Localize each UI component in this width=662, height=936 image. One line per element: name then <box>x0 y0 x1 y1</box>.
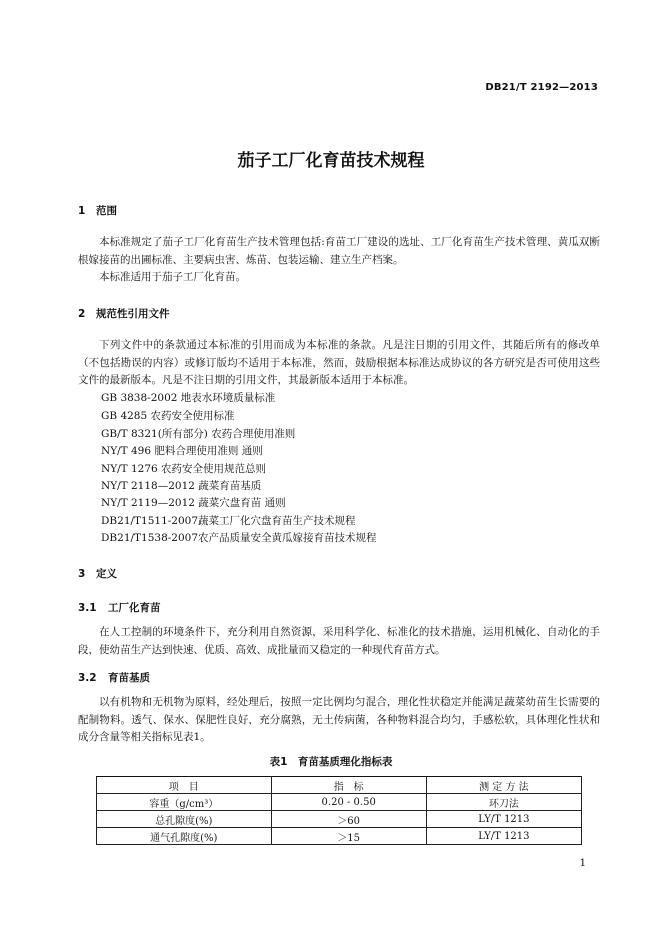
table-header-cell: 测 定 方 法 <box>426 777 581 794</box>
table-cell: 总孔隙度(%) <box>97 811 272 828</box>
table-cell: 通气孔隙度(%) <box>97 828 272 845</box>
reference-item: DB21/T1511-2007蔬菜工厂化穴盘育苗生产技术规程 <box>101 515 356 527</box>
section-number: 3 <box>78 568 86 580</box>
table-cell: ＞15 <box>271 828 426 845</box>
table-cell: ＞60 <box>271 811 426 828</box>
table-header-cell: 指 标 <box>271 777 426 794</box>
section-title: 定义 <box>96 568 117 580</box>
section-1-heading <box>78 203 117 218</box>
reference-item: NY/T 2119—2012 蔬菜穴盘育苗 通则 <box>101 497 286 509</box>
table-cell: 容重（g/cm³） <box>97 794 272 811</box>
section-number: 2 <box>78 308 86 320</box>
subsection-3-1-paragraph: 在人工控制的环境条件下，充分利用自然资源，采用科学化、标准化的技术措施，运用机械化、自动化的手段，使幼苗生产达到快速、优质、高效、成批量而又稳定的一种现代育苗方式。 <box>78 626 600 656</box>
reference-item: NY/T 2118—2012 蔬菜育苗基质 <box>101 480 262 492</box>
section-title: 范围 <box>96 205 117 217</box>
table-caption: 表1 育苗基质理化指标表 <box>269 756 393 768</box>
reference-item: NY/T 1276 农药安全使用规范总则 <box>101 463 267 475</box>
table-header-cell: 项 目 <box>97 777 272 794</box>
table-header-row <box>97 777 582 794</box>
reference-item: NY/T 496 肥料合理使用准则 通则 <box>101 445 263 457</box>
subsection-3-1-heading <box>78 600 161 615</box>
table-cell: 环刀法 <box>426 794 581 811</box>
section-2-paragraph-1: 下列文件中的条款通过本标准的引用而成为本标准的条款。凡是注日期的引用文件，其随后所有的修改单（不包括勘误的内容）或修订版均不适用于本标准，然而，鼓励根据本标准达成协议的各方研究是否可使用这些文件的最新版本。凡是不注日期的引用文件，其最新版本适用于本标准。 <box>78 339 600 386</box>
subsection-3-2-heading <box>78 670 150 685</box>
standard-code: DB21/T 2192—2013 <box>485 82 598 93</box>
subsection-3-2-paragraph: 以有机物和无机物为原料，经处理后，按照一定比例均匀混合，理化性状稳定并能满足蔬菜幼苗生长需要的配制物料。透气、保水、保肥性良好，充分腐熟，无土传病菌，各种物料混合均匀，手感松软，具体理化性状和成分含量等相关指标见表1。 <box>78 696 600 743</box>
table-cell: LY/T 1213 <box>426 828 581 845</box>
subsection-title: 育苗基质 <box>108 672 150 684</box>
section-1-paragraph-2: 本标准适用于茄子工厂化育苗。 <box>99 271 246 283</box>
subsection-title: 工厂化育苗 <box>108 602 161 614</box>
reference-item: GB 3838-2002 地表水环境质量标准 <box>101 392 276 404</box>
table-cell: LY/T 1213 <box>426 811 581 828</box>
section-3-heading <box>78 566 117 581</box>
table-row <box>97 828 582 845</box>
table-row <box>97 811 582 828</box>
page-number: 1 <box>579 858 586 869</box>
subsection-number: 3.2 <box>78 672 97 684</box>
reference-item: GB 4285 农药安全使用标准 <box>101 410 235 422</box>
reference-item: DB21/T1538-2007农产品质量安全黄瓜嫁接育苗技术规程 <box>101 532 377 544</box>
subsection-number: 3.1 <box>78 602 97 614</box>
document-title: 茄子工厂化育苗技术规程 <box>237 151 425 171</box>
section-2-heading <box>78 306 170 321</box>
section-number: 1 <box>78 205 86 217</box>
section-title: 规范性引用文件 <box>96 308 170 320</box>
substrate-spec-table <box>96 776 582 845</box>
table-cell: 0.20 - 0.50 <box>271 794 426 811</box>
table-row <box>97 794 582 811</box>
reference-item: GB/T 8321(所有部分) 农药合理使用准则 <box>101 428 296 440</box>
section-1-paragraph-1: 本标准规定了茄子工厂化育苗生产技术管理包括:育苗工厂建设的选址、工厂化育苗生产技术管理、黄瓜双断根嫁接苗的出圃标准、主要病虫害、炼苗、包装运输、建立生产档案。 <box>78 236 600 266</box>
